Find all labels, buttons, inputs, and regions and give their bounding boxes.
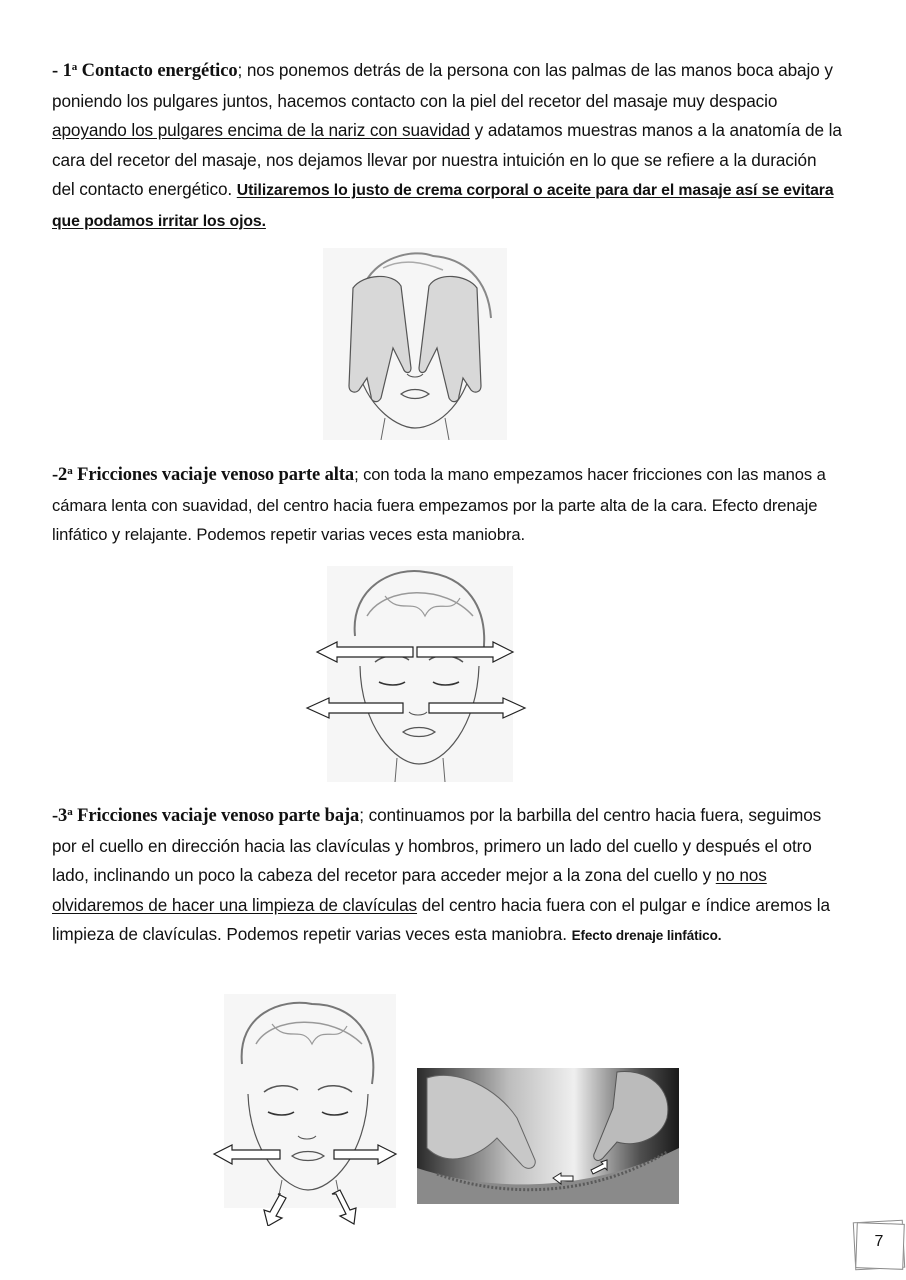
section-3-effect-note: Efecto drenaje linfático. — [571, 928, 722, 944]
page-number-box — [852, 1219, 902, 1269]
section-1-text-continued: y adatamos muestras manos a la anatomía de la cara del recetor del masaje, nos dejamos llevar por nuestra intuición en lo que se refiere a la duración del contacto energético. — [52, 120, 842, 200]
face-lower-arrows-illustration — [212, 994, 398, 1226]
section-2-paragraph — [52, 460, 842, 550]
hands-over-eyes-illustration — [323, 248, 507, 440]
page-number: 7 — [874, 1233, 884, 1250]
section-1-underlined-text: apoyando los pulgares encima de la nariz con suavidad — [52, 120, 470, 141]
section-2-text: ; con toda la mano empezamos hacer fricciones con las manos a cámara lenta con suavidad, del centro hacia fuera empezamos por la parte alta de la cara. Efecto drenaje linfático y relajante. Podemos repetir varias veces esta maniobra. — [52, 465, 826, 545]
section-3-underlined-text: no nos olvidaremos de hacer una limpieza de clavículas — [52, 865, 767, 915]
figure-hands-over-eyes — [323, 248, 507, 440]
section-3-heading: -3$^a$ Fricciones vaciaje venoso parte baja — [52, 806, 360, 826]
figure-clavicle-photo — [417, 1068, 679, 1204]
section-3-text-continued: del centro hacia fuera con el pulgar e índice aremos la limpieza de clavículas. Podemos repetir varias veces esta maniobra. — [52, 894, 830, 945]
section-1-text: ; nos ponemos detrás de la persona con las palmas de las manos boca abajo y poniendo los pulgares juntos, hacemos contacto con la piel del recetor del masaje muy despacio — [52, 60, 833, 111]
section-2-heading: -2$^a$ Fricciones vaciaje venoso parte alta — [52, 465, 355, 485]
section-1-heading: - 1$^a$ Contacto energético — [52, 61, 238, 81]
figure-face-lower-arrows — [212, 994, 398, 1226]
clavicle-cleaning-photo — [417, 1068, 679, 1204]
section-3-text: ; continuamos por la barbilla del centro hacia fuera, seguimos por el cuello en dirección hacia las clavículas y hombros, primero un lado del cuello y después el otro lado, inclinando un poco la cabeza del recetor para acceder mejor a la zona del cuello y — [52, 805, 822, 886]
section-1-paragraph — [52, 56, 842, 237]
figure-face-upper-arrows — [305, 566, 529, 782]
section-3-paragraph — [52, 801, 842, 951]
section-1-warning-note: Utilizaremos lo justo de crema corporal o aceite para dar el masaje así se evitara que podamos irritar los ojos. — [52, 182, 834, 230]
face-upper-arrows-illustration — [305, 566, 529, 782]
